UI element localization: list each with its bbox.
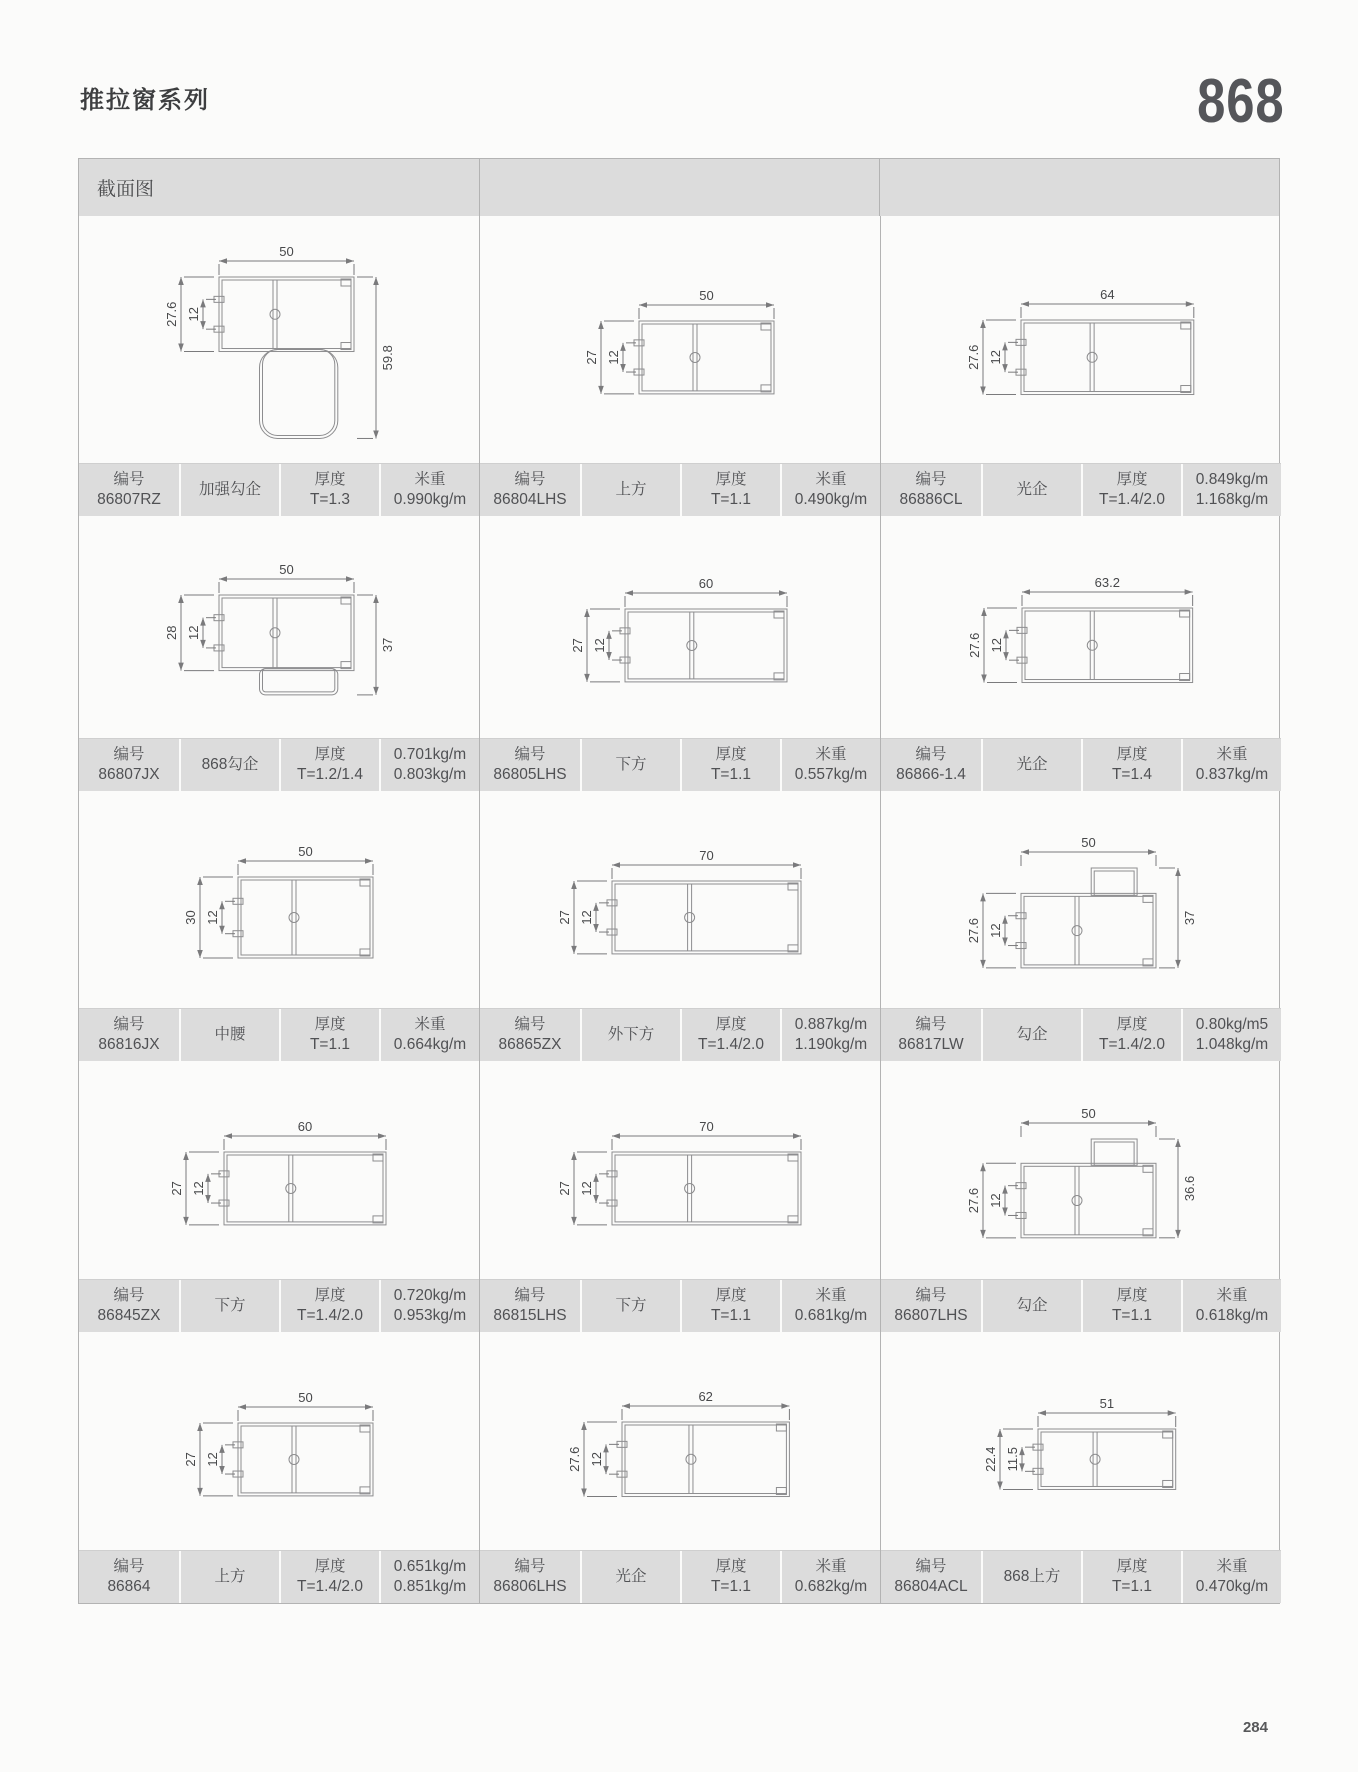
svg-text:27.6: 27.6 <box>567 1446 582 1472</box>
weight-line-1: 0.651kg/m <box>393 1558 467 1576</box>
profile-cell <box>79 1061 479 1332</box>
svg-text:63.2: 63.2 <box>1094 575 1120 590</box>
svg-text:12: 12 <box>592 638 607 653</box>
spec-name-cell <box>981 1280 1081 1332</box>
spec-code-cell <box>881 1551 981 1603</box>
profile-drawing-svg <box>480 1332 880 1550</box>
weight-line-1: 米重 <box>815 1558 847 1576</box>
spec-thickness-cell <box>680 1009 780 1061</box>
weight-line-1: 0.720kg/m <box>393 1287 467 1305</box>
page-title: 推拉窗系列 <box>80 87 210 114</box>
weight-line-1: 米重 <box>1216 746 1248 764</box>
spec-weight-cell <box>1181 1009 1281 1061</box>
spec-thickness-cell <box>1081 1551 1181 1603</box>
thickness-value: T=1.1 <box>309 1036 351 1053</box>
profile-code: 86807RZ <box>97 491 161 508</box>
profile-cell <box>479 791 880 1061</box>
spec-thickness-cell <box>1081 464 1181 516</box>
profile-drawing <box>881 1332 1281 1550</box>
svg-text:12: 12 <box>989 638 1004 653</box>
weight-line-2: 1.168kg/m <box>1195 491 1269 508</box>
thickness-value: T=1.1 <box>710 1578 752 1595</box>
spec-thickness-cell <box>680 739 780 791</box>
svg-text:50: 50 <box>298 844 313 859</box>
svg-text:11.5: 11.5 <box>1005 1447 1020 1472</box>
profile-code: 86807LHS <box>894 1307 968 1324</box>
weight-line-2: 1.048kg/m <box>1195 1036 1269 1053</box>
spec-row <box>881 738 1281 791</box>
weight-line-2: 0.682kg/m <box>794 1578 868 1595</box>
profile-drawing-svg <box>480 791 880 1008</box>
spec-name-cell <box>179 1551 279 1603</box>
profile-cell <box>880 1061 1281 1332</box>
svg-text:12: 12 <box>606 350 621 365</box>
profile-name: 勾企 <box>1016 1026 1048 1044</box>
code-label: 编号 <box>514 1287 546 1305</box>
profile-cell <box>479 216 880 516</box>
svg-text:12: 12 <box>579 1181 594 1196</box>
thickness-label: 厚度 <box>314 1287 346 1305</box>
svg-text:28: 28 <box>164 625 179 641</box>
code-label: 编号 <box>915 746 947 764</box>
svg-text:60: 60 <box>698 576 714 591</box>
svg-text:37: 37 <box>1182 910 1197 926</box>
spec-weight-cell <box>1181 464 1281 516</box>
profile-code: 86807JX <box>98 766 160 783</box>
svg-text:30: 30 <box>183 910 198 925</box>
profile-drawing <box>480 791 880 1008</box>
weight-line-1: 米重 <box>815 1287 847 1305</box>
svg-text:27: 27 <box>557 910 572 925</box>
spec-row <box>480 1550 880 1603</box>
svg-text:51: 51 <box>1099 1396 1115 1411</box>
svg-text:64: 64 <box>1100 287 1115 302</box>
weight-line-1: 米重 <box>815 471 847 489</box>
profile-drawing <box>480 516 880 738</box>
profile-cell <box>79 216 479 516</box>
thickness-value: T=1.1 <box>710 766 752 783</box>
code-label: 编号 <box>113 471 145 489</box>
profile-cell <box>880 1332 1281 1603</box>
spec-weight-cell <box>780 1009 880 1061</box>
weight-line-1: 米重 <box>815 746 847 764</box>
thickness-value: T=1.3 <box>309 491 351 508</box>
svg-text:27: 27 <box>183 1452 198 1467</box>
svg-text:37: 37 <box>380 637 395 653</box>
profile-name: 下方 <box>615 1297 647 1315</box>
spec-code-cell <box>881 1009 981 1061</box>
profile-name: 光企 <box>615 1568 647 1586</box>
spec-name-cell <box>580 464 680 516</box>
code-label: 编号 <box>915 1287 947 1305</box>
profile-code: 86804LHS <box>493 491 567 508</box>
profile-name: 外下方 <box>607 1026 655 1044</box>
code-label: 编号 <box>514 746 546 764</box>
weight-line-2: 0.490kg/m <box>794 491 868 508</box>
thickness-value: T=1.1 <box>710 491 752 508</box>
thickness-value: T=1.1 <box>1111 1307 1153 1324</box>
table-row <box>79 791 1279 1061</box>
spec-thickness-cell <box>279 464 379 516</box>
header-cell-empty <box>879 159 1279 216</box>
thickness-label: 厚度 <box>1116 746 1148 764</box>
svg-text:12: 12 <box>988 923 1003 938</box>
profile-table-body <box>79 216 1279 1603</box>
profile-name: 上方 <box>615 481 647 499</box>
svg-text:59.8: 59.8 <box>380 345 395 371</box>
weight-line-2: 0.990kg/m <box>393 491 467 508</box>
thickness-label: 厚度 <box>1116 1016 1148 1034</box>
svg-text:12: 12 <box>205 1452 220 1467</box>
thickness-label: 厚度 <box>715 746 747 764</box>
thickness-value: T=1.4/2.0 <box>1099 491 1165 508</box>
profile-name: 868上方 <box>1003 1568 1061 1586</box>
svg-text:12: 12 <box>186 307 201 322</box>
profile-drawing <box>79 1332 479 1550</box>
spec-code-cell <box>79 464 179 516</box>
spec-code-cell <box>480 1280 580 1332</box>
profile-name: 加强勾企 <box>198 481 261 499</box>
spec-thickness-cell <box>279 1009 379 1061</box>
profile-drawing-svg <box>881 216 1281 463</box>
profile-drawing-svg <box>79 1332 479 1550</box>
spec-code-cell <box>480 1551 580 1603</box>
spec-thickness-cell <box>1081 739 1181 791</box>
spec-name-cell <box>580 1551 680 1603</box>
svg-text:70: 70 <box>699 848 714 863</box>
svg-text:50: 50 <box>298 1390 313 1405</box>
profile-drawing-svg <box>480 216 880 463</box>
profile-drawing-svg <box>480 1061 880 1279</box>
spec-row <box>79 738 479 791</box>
spec-name-cell <box>981 739 1081 791</box>
profile-drawing-svg <box>881 791 1281 1008</box>
weight-line-2: 0.470kg/m <box>1195 1578 1269 1595</box>
weight-line-2: 0.953kg/m <box>393 1307 467 1324</box>
svg-text:27.6: 27.6 <box>164 301 179 327</box>
svg-text:50: 50 <box>699 288 714 303</box>
thickness-label: 厚度 <box>314 471 346 489</box>
spec-row <box>881 1008 1281 1061</box>
spec-code-cell <box>79 1280 179 1332</box>
svg-text:50: 50 <box>1081 835 1096 850</box>
code-label: 编号 <box>915 1016 947 1034</box>
spec-row <box>881 1550 1281 1603</box>
thickness-value: T=1.2/1.4 <box>297 766 363 783</box>
spec-code-cell <box>79 1551 179 1603</box>
profile-drawing <box>79 516 479 738</box>
spec-weight-cell <box>780 1280 880 1332</box>
spec-weight-cell <box>379 1280 479 1332</box>
spec-weight-cell <box>379 1551 479 1603</box>
svg-text:50: 50 <box>279 244 294 259</box>
svg-text:12: 12 <box>205 910 220 925</box>
profile-name: 光企 <box>1016 481 1048 499</box>
profile-code: 86817LW <box>898 1036 964 1053</box>
svg-text:12: 12 <box>579 910 594 925</box>
code-label: 编号 <box>113 1287 145 1305</box>
profile-drawing-svg <box>881 1332 1281 1550</box>
svg-text:50: 50 <box>279 562 294 577</box>
weight-line-2: 0.837kg/m <box>1195 766 1269 783</box>
spec-name-cell <box>179 739 279 791</box>
thickness-label: 厚度 <box>1116 1558 1148 1576</box>
profile-drawing <box>79 791 479 1008</box>
spec-code-cell <box>480 464 580 516</box>
code-label: 编号 <box>113 1558 145 1576</box>
code-label: 编号 <box>915 1558 947 1576</box>
profile-name: 中腰 <box>214 1026 246 1044</box>
profile-code: 86886CL <box>899 491 963 508</box>
profile-name: 下方 <box>615 756 647 774</box>
thickness-label: 厚度 <box>314 1558 346 1576</box>
thickness-value: T=1.1 <box>710 1307 752 1324</box>
weight-line-2: 1.190kg/m <box>794 1036 868 1053</box>
profile-drawing-svg <box>480 516 880 738</box>
spec-thickness-cell <box>279 1280 379 1332</box>
profile-name: 勾企 <box>1016 1297 1048 1315</box>
section-header-cell <box>79 159 479 216</box>
profile-name: 上方 <box>214 1568 246 1586</box>
svg-text:62: 62 <box>698 1389 713 1404</box>
profile-code: 86864 <box>107 1578 151 1595</box>
table-row <box>79 1061 1279 1332</box>
thickness-label: 厚度 <box>715 1287 747 1305</box>
thickness-value: T=1.4/2.0 <box>1099 1036 1165 1053</box>
spec-weight-cell <box>1181 739 1281 791</box>
thickness-label: 厚度 <box>715 1558 747 1576</box>
weight-line-2: 0.618kg/m <box>1195 1307 1269 1324</box>
profile-drawing <box>881 791 1281 1008</box>
spec-name-cell <box>580 739 680 791</box>
profile-code: 86816JX <box>98 1036 160 1053</box>
profile-drawing-svg <box>79 516 479 738</box>
profile-drawing-svg <box>79 791 479 1008</box>
spec-row <box>79 1279 479 1332</box>
table-row <box>79 216 1279 516</box>
profile-drawing <box>79 1061 479 1279</box>
svg-text:27: 27 <box>169 1181 184 1196</box>
spec-thickness-cell <box>680 464 780 516</box>
code-label: 编号 <box>113 1016 145 1034</box>
weight-line-2: 0.681kg/m <box>794 1307 868 1324</box>
profile-code: 86805LHS <box>493 766 567 783</box>
spec-row <box>480 463 880 516</box>
spec-name-cell <box>981 1009 1081 1061</box>
svg-text:12: 12 <box>589 1452 604 1467</box>
profile-cell <box>479 1061 880 1332</box>
profile-cell <box>479 516 880 791</box>
svg-text:27.6: 27.6 <box>966 917 981 944</box>
profile-name: 光企 <box>1016 756 1048 774</box>
profile-drawing <box>480 1061 880 1279</box>
weight-line-1: 米重 <box>414 471 446 489</box>
table-row <box>79 1332 1279 1603</box>
svg-text:50: 50 <box>1081 1106 1096 1121</box>
spec-code-cell <box>480 739 580 791</box>
thickness-label: 厚度 <box>314 746 346 764</box>
thickness-label: 厚度 <box>1116 471 1148 489</box>
thickness-value: T=1.1 <box>1111 1578 1153 1595</box>
profile-table <box>78 158 1280 1604</box>
weight-line-1: 0.887kg/m <box>794 1016 868 1034</box>
profile-code: 86815LHS <box>493 1307 567 1324</box>
profile-code: 86866-1.4 <box>896 766 966 783</box>
weight-line-1: 0.80kg/m5 <box>1195 1016 1269 1034</box>
svg-text:12: 12 <box>186 625 201 641</box>
code-label: 编号 <box>514 1016 546 1034</box>
svg-text:27: 27 <box>584 350 599 365</box>
profile-cell <box>79 516 479 791</box>
spec-weight-cell <box>780 1551 880 1603</box>
spec-code-cell <box>79 1009 179 1061</box>
table-header-row <box>79 159 1279 216</box>
weight-line-1: 米重 <box>414 1016 446 1034</box>
spec-name-cell <box>981 464 1081 516</box>
svg-text:70: 70 <box>699 1119 714 1134</box>
profile-code: 86806LHS <box>493 1578 567 1595</box>
thickness-label: 厚度 <box>715 471 747 489</box>
spec-weight-cell <box>379 1009 479 1061</box>
spec-code-cell <box>881 1280 981 1332</box>
profile-cell <box>880 516 1281 791</box>
spec-thickness-cell <box>680 1551 780 1603</box>
svg-text:12: 12 <box>191 1181 206 1196</box>
spec-thickness-cell <box>279 739 379 791</box>
weight-line-1: 0.701kg/m <box>393 746 467 764</box>
code-label: 编号 <box>113 746 145 764</box>
weight-line-1: 米重 <box>1216 1287 1248 1305</box>
spec-row <box>79 1008 479 1061</box>
profile-cell <box>79 1332 479 1603</box>
spec-row <box>480 1279 880 1332</box>
profile-cell <box>79 791 479 1061</box>
profile-cell <box>479 1332 880 1603</box>
profile-drawing-svg <box>881 516 1281 738</box>
svg-text:27.6: 27.6 <box>966 344 981 370</box>
spec-weight-cell <box>379 464 479 516</box>
profile-drawing <box>480 1332 880 1550</box>
spec-code-cell <box>480 1009 580 1061</box>
spec-row <box>881 463 1281 516</box>
spec-thickness-cell <box>680 1280 780 1332</box>
weight-line-2: 0.664kg/m <box>393 1036 467 1053</box>
header-cell-empty <box>479 159 879 216</box>
profile-code: 86845ZX <box>97 1307 161 1324</box>
spec-name-cell <box>580 1009 680 1061</box>
spec-row <box>881 1279 1281 1332</box>
weight-line-1: 0.849kg/m <box>1195 471 1269 489</box>
code-label: 编号 <box>514 1558 546 1576</box>
profile-drawing-svg <box>881 1061 1281 1279</box>
spec-name-cell <box>179 1009 279 1061</box>
spec-row <box>79 463 479 516</box>
svg-text:27: 27 <box>557 1181 572 1196</box>
weight-line-1: 米重 <box>1216 1558 1248 1576</box>
profile-drawing <box>881 1061 1281 1279</box>
profile-cell <box>880 216 1281 516</box>
spec-row <box>480 738 880 791</box>
spec-code-cell <box>79 739 179 791</box>
spec-thickness-cell <box>1081 1009 1181 1061</box>
spec-name-cell <box>179 1280 279 1332</box>
thickness-value: T=1.4/2.0 <box>698 1036 764 1053</box>
spec-thickness-cell <box>1081 1280 1181 1332</box>
thickness-value: T=1.4 <box>1111 766 1153 783</box>
spec-name-cell <box>179 464 279 516</box>
spec-name-cell <box>580 1280 680 1332</box>
spec-weight-cell <box>379 739 479 791</box>
profile-drawing <box>881 516 1281 738</box>
spec-code-cell <box>881 464 981 516</box>
svg-text:27.6: 27.6 <box>967 632 982 658</box>
svg-text:12: 12 <box>988 1193 1003 1208</box>
thickness-value: T=1.4/2.0 <box>297 1307 363 1324</box>
thickness-label: 厚度 <box>715 1016 747 1034</box>
profile-drawing <box>480 216 880 463</box>
profile-drawing <box>79 216 479 463</box>
code-label: 编号 <box>514 471 546 489</box>
weight-line-2: 0.803kg/m <box>393 766 467 783</box>
profile-drawing-svg <box>79 216 479 463</box>
svg-text:60: 60 <box>297 1119 313 1134</box>
svg-text:22.4: 22.4 <box>983 1446 998 1472</box>
svg-text:27.6: 27.6 <box>966 1187 981 1214</box>
thickness-label: 厚度 <box>1116 1287 1148 1305</box>
spec-weight-cell <box>1181 1551 1281 1603</box>
profile-code: 86804ACL <box>894 1578 968 1595</box>
spec-row <box>79 1550 479 1603</box>
spec-code-cell <box>881 739 981 791</box>
profile-code: 86865ZX <box>498 1036 562 1053</box>
section-header-label: 截面图 <box>97 179 155 200</box>
code-label: 编号 <box>915 471 947 489</box>
series-number: 868 <box>1196 67 1284 136</box>
spec-row <box>480 1008 880 1061</box>
table-row <box>79 516 1279 791</box>
svg-text:12: 12 <box>988 350 1003 365</box>
svg-text:27: 27 <box>570 638 585 653</box>
svg-text:36.6: 36.6 <box>1182 1175 1197 1202</box>
weight-line-2: 0.851kg/m <box>393 1578 467 1595</box>
spec-thickness-cell <box>279 1551 379 1603</box>
weight-line-2: 0.557kg/m <box>794 766 868 783</box>
page-number: 284 <box>1242 1719 1268 1736</box>
spec-weight-cell <box>780 739 880 791</box>
profile-drawing-svg <box>79 1061 479 1279</box>
profile-cell <box>880 791 1281 1061</box>
spec-weight-cell <box>1181 1280 1281 1332</box>
thickness-label: 厚度 <box>314 1016 346 1034</box>
spec-name-cell <box>981 1551 1081 1603</box>
thickness-value: T=1.4/2.0 <box>297 1578 363 1595</box>
profile-drawing <box>881 216 1281 463</box>
spec-weight-cell <box>780 464 880 516</box>
profile-name: 下方 <box>214 1297 246 1315</box>
profile-name: 868勾企 <box>201 756 259 774</box>
